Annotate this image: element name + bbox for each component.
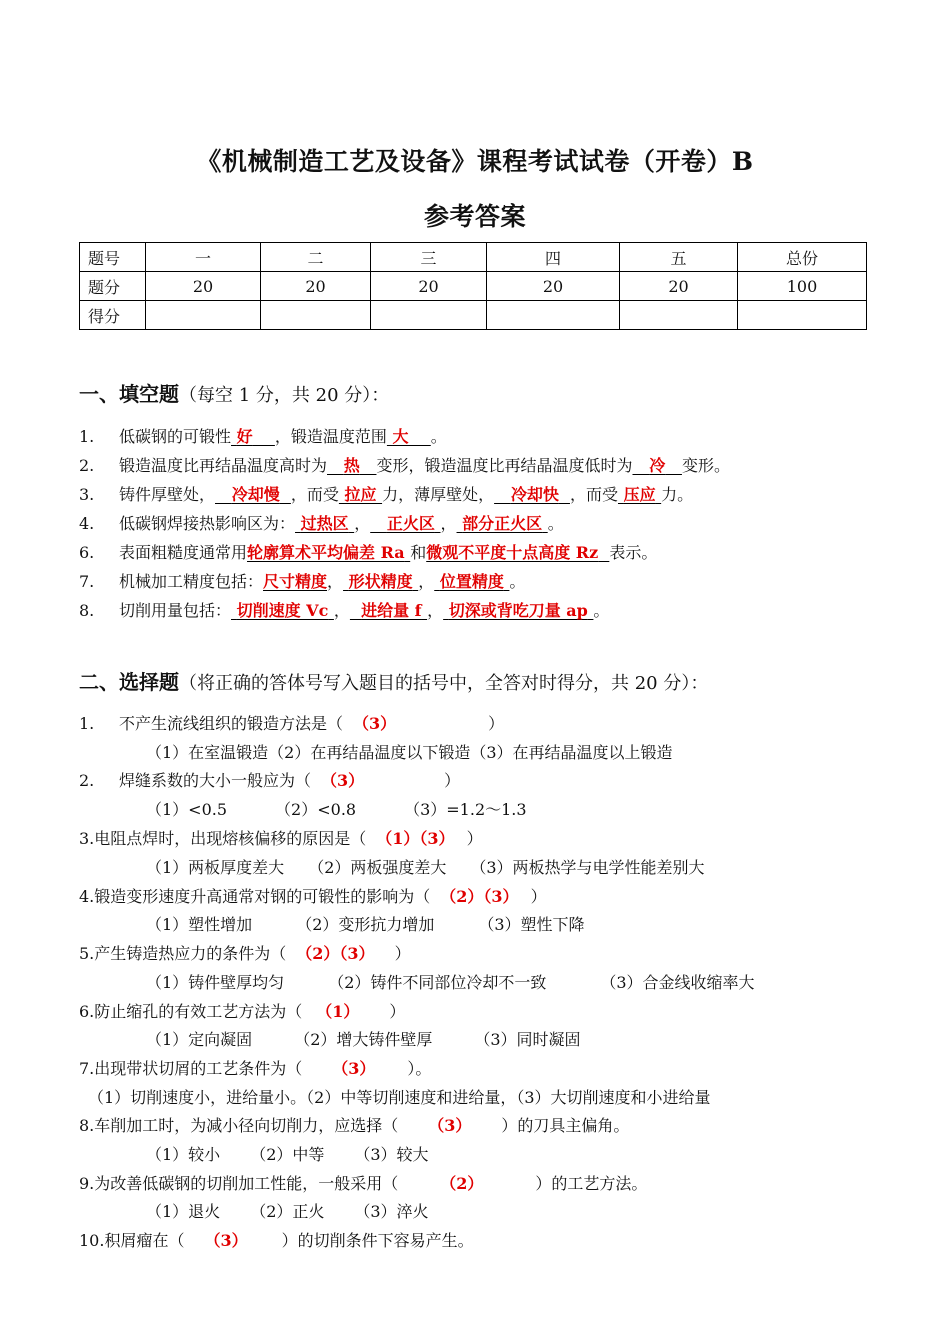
item-text: 低碳钢的可锻性	[119, 427, 232, 446]
item-number: 1.	[79, 714, 95, 733]
answer: 冷却快	[510, 485, 559, 504]
item-number: 2.	[79, 771, 95, 790]
list-item	[79, 941, 411, 964]
table-cell: 20	[620, 272, 738, 301]
list-item	[79, 1171, 647, 1194]
option: （2）增大铸件壁厚	[294, 1030, 433, 1049]
item-text: 机械加工精度包括：	[119, 572, 264, 591]
item-number: 4.	[79, 514, 95, 533]
section-note: （将正确的答体号写入题目的括号中，全答对时得分，共 20 分）：	[179, 673, 709, 694]
options	[146, 1199, 429, 1222]
answer: 正火区	[386, 514, 435, 533]
table-cell: 100	[738, 272, 867, 301]
option: （3）同时凝固	[474, 1030, 581, 1049]
table-cell: 三	[371, 243, 487, 272]
option: （1）定向凝固	[146, 1030, 253, 1049]
question-text: ）。	[407, 1059, 432, 1078]
item-text: 表示。	[609, 543, 658, 562]
answer: （2）（3）	[440, 887, 519, 906]
item-text: 铸件厚壁处，	[119, 485, 216, 504]
item-text: ，锻造温度范围	[274, 427, 387, 446]
option: （2）正火	[250, 1202, 325, 1221]
answer: （3）	[204, 1231, 248, 1250]
options	[146, 797, 527, 820]
question-text: ）的工艺方法。	[535, 1174, 648, 1193]
answer: 过热区	[300, 514, 349, 533]
answer: 形状精度	[348, 572, 413, 591]
options	[146, 855, 705, 878]
list-item	[79, 1056, 431, 1079]
item-text: 和	[410, 543, 427, 562]
table-cell	[487, 301, 620, 330]
item-number: 2.	[79, 456, 95, 475]
options	[146, 1142, 429, 1165]
item-text: 变形。	[681, 456, 730, 475]
question-text: 防止缩孔的有效工艺方法为（	[94, 1002, 303, 1021]
item-text: ，	[327, 572, 344, 591]
question-text: 锻造变形速度升高通常对钢的可锻性的影响为（	[94, 887, 431, 906]
answer: （3）	[321, 771, 365, 790]
options	[146, 1027, 581, 1050]
item-number: 7.	[79, 572, 95, 591]
table-cell: 20	[146, 272, 261, 301]
item-text: 力。	[661, 485, 694, 504]
answer: （3）	[428, 1116, 472, 1135]
question-text: ）的刀具主偏角。	[501, 1116, 630, 1135]
list-item	[79, 511, 564, 534]
table-cell: 20	[487, 272, 620, 301]
item-number: 10.	[79, 1231, 105, 1250]
list-item	[79, 424, 447, 447]
table-cell	[261, 301, 371, 330]
option: （1）退火	[146, 1202, 221, 1221]
item-text: ，	[427, 601, 444, 620]
question-text: ）的切削条件下容易产生。	[281, 1231, 474, 1250]
item-number: 4.	[79, 887, 95, 906]
answer: 压应	[623, 485, 656, 504]
table-cell: 20	[371, 272, 487, 301]
answer: （1）	[316, 1002, 360, 1021]
answer: 切削速度 Vc	[236, 601, 329, 620]
options: （1）在室温锻造（2）在再结晶温度以下锻造（3）在再结晶温度以上锻造	[146, 743, 673, 762]
option: （1）塑性增加	[146, 915, 253, 934]
item-number: 8.	[79, 1116, 95, 1135]
item-text: ，	[418, 572, 435, 591]
question-text: ）	[389, 1002, 406, 1021]
item-text: 。	[509, 572, 526, 591]
option: （1）<0.5	[146, 800, 228, 819]
answer: 冷	[649, 456, 666, 475]
answer: 轮廓算术平均偏差 Ra	[247, 543, 405, 562]
table-cell: 得分	[80, 301, 146, 330]
list-item	[79, 453, 730, 476]
item-text: ，	[440, 514, 457, 533]
section-note: （每空 1 分，共 20 分）：	[179, 385, 390, 406]
option: （3）较大	[354, 1145, 429, 1164]
options: （1）切削速度小，进给量小。（2）中等切削速度和进给量，（3）大切削速度和小进给量	[88, 1088, 711, 1107]
option: （1）较小	[146, 1145, 221, 1164]
item-text: 表面粗糙度通常用	[119, 543, 248, 562]
table-cell: 题号	[80, 243, 146, 272]
list-item	[79, 1228, 474, 1251]
section-heading-fill-in	[79, 378, 389, 407]
item-text: 力，薄厚壁处，	[382, 485, 495, 504]
list-item	[79, 884, 547, 907]
question-text: ）	[466, 829, 483, 848]
item-number: 7.	[79, 1059, 95, 1078]
list-item	[79, 1113, 629, 1136]
item-number: 6.	[79, 543, 95, 562]
option: （3）两板热学与电学性能差别大	[470, 858, 705, 877]
question-text: 焊缝系数的大小一般应为（	[119, 771, 312, 790]
option: （3）淬火	[354, 1202, 429, 1221]
answer: 微观不平度十点高度 Rz	[426, 543, 599, 562]
answer: （1）（3）	[376, 829, 455, 848]
table-cell: 二	[261, 243, 371, 272]
option: （3）塑性下降	[478, 915, 585, 934]
page-subtitle: 参考答案	[423, 202, 526, 231]
item-number: 8.	[79, 601, 95, 620]
question-text: ）	[444, 771, 461, 790]
table-row	[80, 243, 867, 272]
table-cell	[146, 301, 261, 330]
question-text: 出现带状切屑的工艺条件为（	[94, 1059, 303, 1078]
item-text: 。	[430, 427, 447, 446]
question-text: 为改善低碳钢的切削加工性能，一般采用（	[94, 1174, 399, 1193]
table-cell	[371, 301, 487, 330]
item-number: 3.	[79, 829, 95, 848]
answer: 切深或背吃刀量 ap	[448, 601, 588, 620]
question-text: 电阻点焊时，出现熔核偏移的原因是（	[94, 829, 367, 848]
section-title: 二、选择题	[79, 670, 179, 694]
section-title: 一、填空题	[79, 382, 179, 406]
list-item	[79, 482, 693, 505]
item-text: ，	[333, 601, 350, 620]
option: （2）中等	[250, 1145, 325, 1164]
page-title: 《机械制造工艺及设备》课程考试试卷（开卷）B	[196, 147, 754, 176]
table-cell: 五	[620, 243, 738, 272]
item-text: ，而受	[569, 485, 618, 504]
list-item	[79, 540, 657, 563]
item-text: 。	[547, 514, 564, 533]
answer: 好	[236, 427, 253, 446]
table-cell: 四	[487, 243, 620, 272]
question-text: 产生铸造热应力的条件为（	[94, 944, 287, 963]
option: （2）<0.8	[275, 800, 357, 819]
item-number: 1.	[79, 427, 95, 446]
table-cell: 总份	[738, 243, 867, 272]
option: （3）合金线收缩率大	[600, 973, 755, 992]
list-item	[79, 598, 609, 621]
question-text: ）	[394, 944, 411, 963]
list-item	[79, 999, 405, 1022]
question-text: 积屑瘤在（	[104, 1231, 185, 1250]
option: （1）铸件壁厚均匀	[146, 973, 285, 992]
answer: 冷却慢	[231, 485, 280, 504]
question-text: ）	[530, 887, 547, 906]
option: （2）两板强度差大	[308, 858, 447, 877]
item-text: 锻造温度比再结晶温度高时为	[119, 456, 328, 475]
answer: （3）	[332, 1059, 376, 1078]
answer: 部分正火区	[462, 514, 543, 533]
table-cell	[738, 301, 867, 330]
question-text: 不产生流线组织的锻造方法是（	[119, 714, 344, 733]
table-cell	[620, 301, 738, 330]
table-cell: 20	[261, 272, 371, 301]
answer: 尺寸精度	[263, 572, 328, 591]
option: （3）=1.2～1.3	[404, 800, 527, 819]
item-number: 3.	[79, 485, 95, 504]
answer: （3）	[353, 714, 397, 733]
list-item	[79, 768, 460, 791]
item-text: 。	[593, 601, 610, 620]
table-row	[80, 301, 867, 330]
item-number: 6.	[79, 1002, 95, 1021]
item-text: ，	[354, 514, 371, 533]
options	[146, 970, 755, 993]
item-text: ，而受	[290, 485, 339, 504]
score-table	[79, 242, 867, 330]
table-cell: 题分	[80, 272, 146, 301]
item-text: 低碳钢焊接热影响区为：	[119, 514, 296, 533]
option: （2）变形抗力增加	[296, 915, 435, 934]
list-item	[79, 711, 504, 734]
answer: 进给量 f	[361, 601, 422, 620]
table-cell: 一	[146, 243, 261, 272]
question-text: ）	[488, 714, 505, 733]
item-number: 9.	[79, 1174, 95, 1193]
section-heading-choice	[79, 666, 708, 695]
list-item	[79, 569, 525, 592]
answer: 大	[392, 427, 409, 446]
answer: 位置精度	[439, 572, 504, 591]
answer: （2）	[440, 1174, 484, 1193]
answer: （2）（3）	[296, 944, 375, 963]
answer: 热	[343, 456, 360, 475]
option: （1）两板厚度差大	[146, 858, 285, 877]
answer: 拉应	[344, 485, 377, 504]
list-item	[79, 826, 483, 849]
question-text: 车削加工时，为减小径向切削力，应选择（	[94, 1116, 399, 1135]
item-number: 5.	[79, 944, 95, 963]
item-text: 变形，锻造温度比再结晶温度低时为	[376, 456, 633, 475]
item-text: 切削用量包括：	[119, 601, 232, 620]
table-row	[80, 272, 867, 301]
option: （2）铸件不同部位冷却不一致	[328, 973, 547, 992]
options	[146, 912, 585, 935]
